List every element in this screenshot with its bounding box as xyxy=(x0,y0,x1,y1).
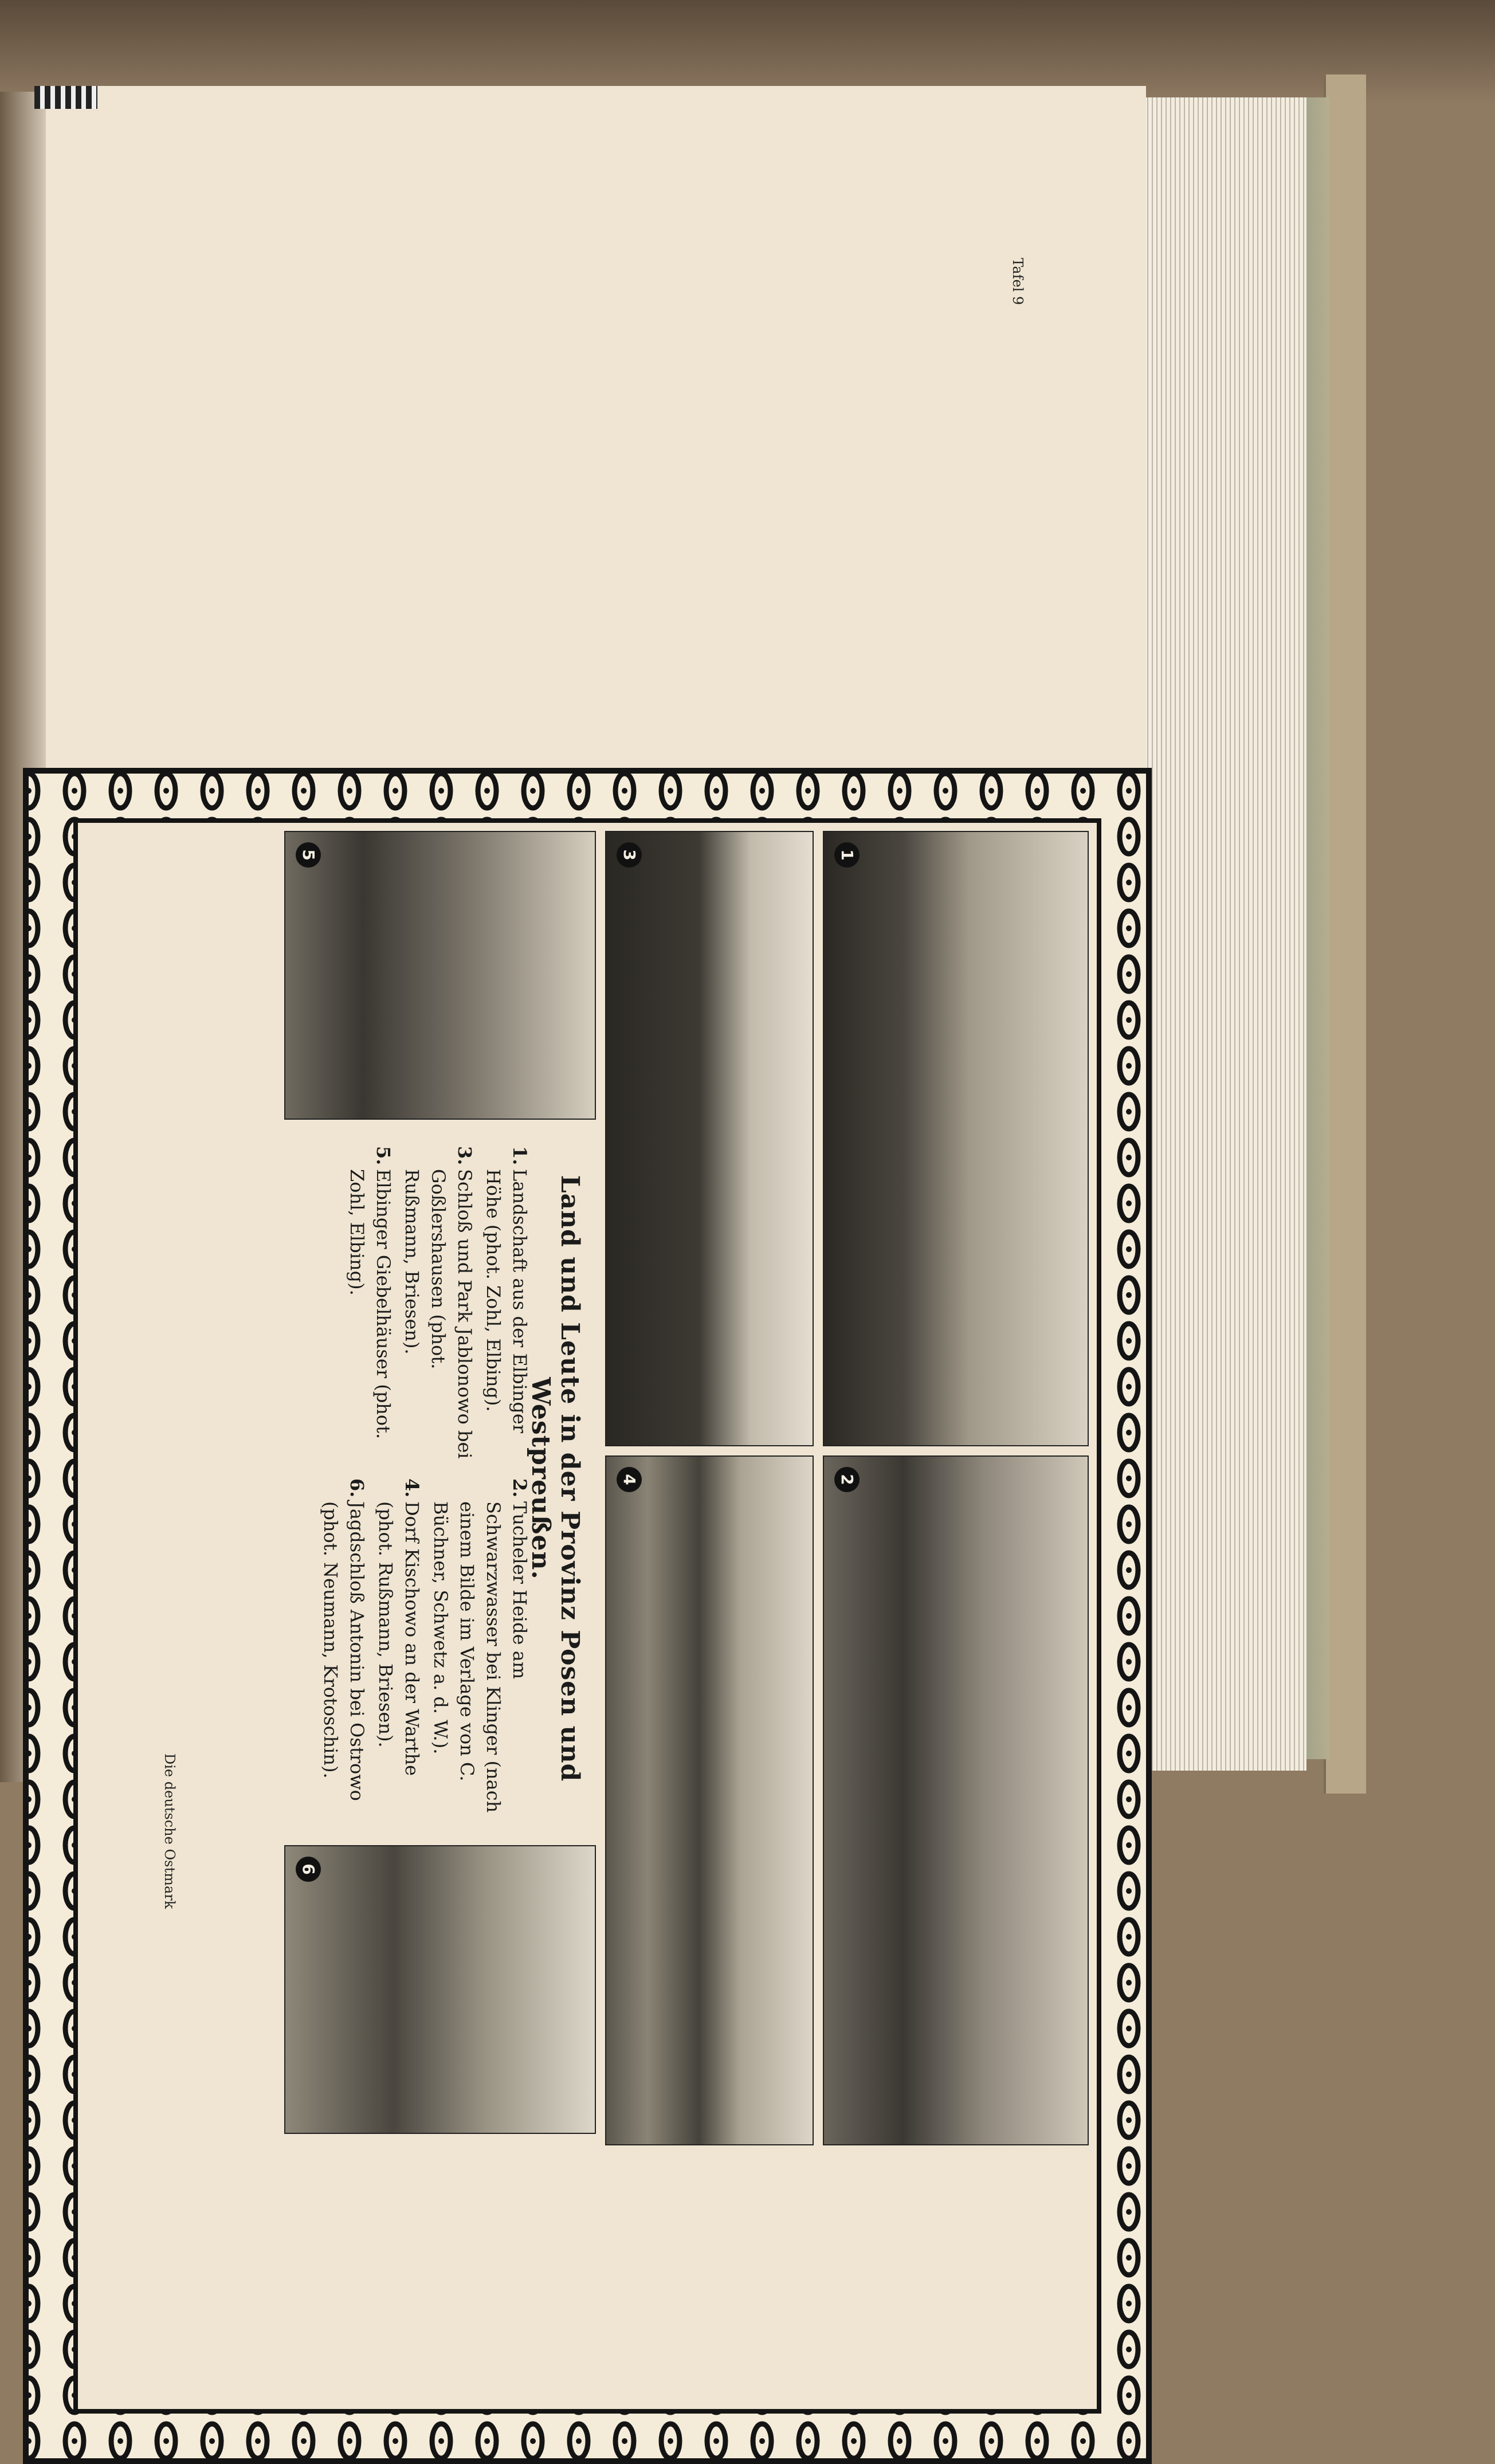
photo-5 xyxy=(284,831,596,1120)
photo-plate xyxy=(23,768,1152,2464)
plate-number-label: Tafel 9 xyxy=(1010,258,1026,305)
page-edges xyxy=(1135,97,1306,1771)
running-title: Die deutsche Ostmark xyxy=(162,1753,178,1909)
binding-thread xyxy=(34,86,97,109)
caption-text: Landschaft aus der Elbinger Höhe (phot. Zohl, Elbing). xyxy=(482,1169,531,1434)
photo-3 xyxy=(605,831,814,1446)
caption-number: 3. xyxy=(454,1146,476,1166)
caption-text: Tucheler Heide am Schwarzwasser bei Klinger (nach einem Bilde im Verlage von C. Büchner, Schwetz a. d. W.). xyxy=(430,1501,531,1813)
caption-number: 4. xyxy=(401,1478,423,1498)
caption-number: 2. xyxy=(509,1478,531,1498)
photo-number: 1 xyxy=(834,842,860,868)
caption-item xyxy=(372,1478,425,1822)
photo-number: 4 xyxy=(617,1467,642,1492)
caption-item xyxy=(480,1146,533,1467)
photo-2 xyxy=(823,1455,1089,2145)
photo-6 xyxy=(284,1845,596,2134)
caption-column-left xyxy=(342,1146,533,1467)
plate-title: Land und Leute in der Provinz Posen und Westpreußen. xyxy=(526,1175,584,1782)
photo-number: 2 xyxy=(834,1467,860,1492)
caption-number: 5. xyxy=(372,1146,394,1166)
caption-text: Schloß und Park Jablonowo bei Goßlershausen (phot. Rußmann, Briesen). xyxy=(401,1169,476,1459)
caption-item xyxy=(399,1146,478,1467)
photo-4 xyxy=(605,1455,814,2145)
caption-item xyxy=(317,1478,370,1822)
photo-number: 5 xyxy=(296,842,321,868)
caption-text: Dorf Kischowo an der Warthe (phot. Rußmann, Briesen). xyxy=(375,1501,423,1776)
caption-number: 1. xyxy=(509,1146,531,1166)
caption-item xyxy=(427,1478,533,1822)
caption-column-right xyxy=(315,1478,533,1822)
caption-text: Elbinger Giebelhäuser (phot. Zohl, Elbing). xyxy=(346,1169,394,1439)
caption-text: Jagdschloß Antonin bei Ostrowo (phot. Neumann, Krotoschin). xyxy=(320,1501,368,1801)
photo-number: 3 xyxy=(617,842,642,868)
caption-item xyxy=(344,1146,397,1467)
book-cover xyxy=(1324,74,1366,1794)
photo-number: 6 xyxy=(296,1857,321,1882)
photo-1 xyxy=(823,831,1089,1446)
caption-number: 6. xyxy=(346,1478,368,1498)
